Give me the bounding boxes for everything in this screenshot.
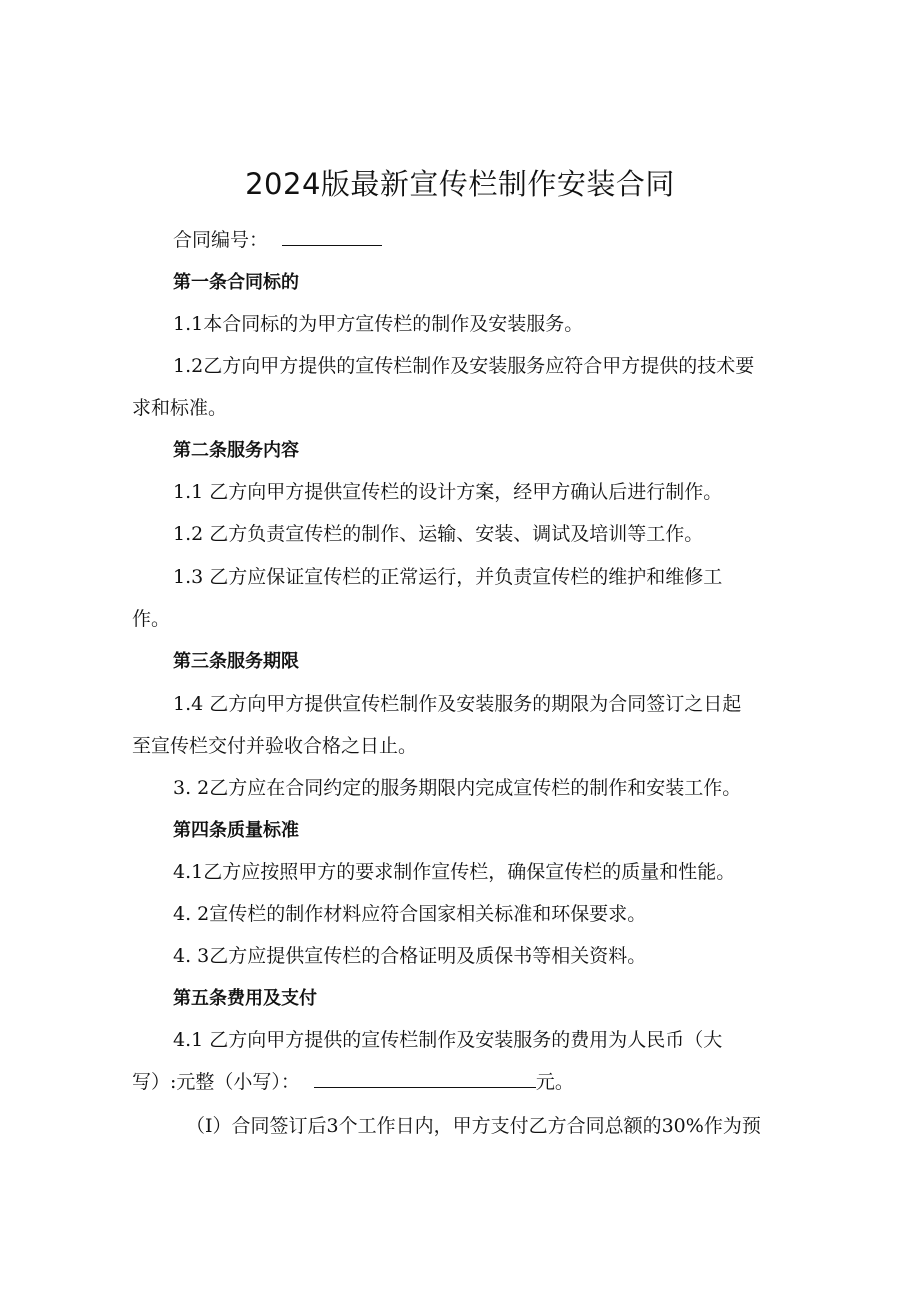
clause-text: 1.1 乙方向甲方提供宣传栏的设计方案，经甲方确认后进行制作。 bbox=[173, 481, 723, 503]
document-title: 2024版最新宣传栏制作安装合同 bbox=[245, 167, 675, 201]
section-heading: 第三条服务期限 bbox=[173, 651, 299, 672]
clause-text: 4. 3乙方应提供宣传栏的合格证明及质保书等相关资料。 bbox=[173, 945, 647, 967]
clause-text: 4.1乙方应按照甲方的要求制作宣传栏，确保宣传栏的质量和性能。 bbox=[173, 861, 736, 883]
clause-text-continued: 至宣传栏交付并验收合格之日止。 bbox=[132, 735, 418, 757]
contract-number-blank[interactable] bbox=[282, 227, 382, 246]
fee-amount-label: 写）:元整（小写）： bbox=[132, 1071, 300, 1093]
clause-text: 1.2 乙方负责宣传栏的制作、运输、安装、调试及培训等工作。 bbox=[173, 523, 704, 545]
fee-amount-blank[interactable] bbox=[314, 1069, 536, 1088]
clause-text: 1.1本合同标的为甲方宣传栏的制作及安装服务。 bbox=[173, 313, 584, 335]
section-heading: 第五条费用及支付 bbox=[173, 988, 317, 1009]
clause-text: 4.1 乙方向甲方提供的宣传栏制作及安装服务的费用为人民币（大 bbox=[173, 1029, 723, 1051]
contract-number-line bbox=[132, 220, 833, 261]
section-heading: 第四条质量标准 bbox=[173, 820, 299, 841]
contract-number-label: 合同编号： bbox=[173, 229, 269, 251]
fee-amount-unit: 元。 bbox=[535, 1071, 574, 1093]
clause-text: （I）合同签订后3个工作日内，甲方支付乙方合同总额的30%作为预 bbox=[186, 1115, 761, 1137]
clause-text: 1.4 乙方向甲方提供宣传栏制作及安装服务的期限为合同签订之日起 bbox=[173, 693, 742, 715]
clause-text: 1.3 乙方应保证宣传栏的正常运行，并负责宣传栏的维护和维修工 bbox=[173, 566, 723, 588]
section-heading: 第一条合同标的 bbox=[173, 272, 299, 293]
fee-amount-line bbox=[132, 1062, 792, 1103]
clause-text: 4. 2宣传栏的制作材料应符合国家相关标准和环保要求。 bbox=[173, 903, 647, 925]
clause-text: 1.2乙方向甲方提供的宣传栏制作及安装服务应符合甲方提供的技术要 bbox=[173, 355, 755, 377]
clause-text-continued: 求和标准。 bbox=[132, 397, 228, 419]
clause-text: 3. 2乙方应在合同约定的服务期限内完成宣传栏的制作和安装工作。 bbox=[173, 777, 742, 799]
clause-text-continued: 作。 bbox=[132, 608, 171, 630]
section-heading: 第二条服务内容 bbox=[173, 440, 299, 461]
